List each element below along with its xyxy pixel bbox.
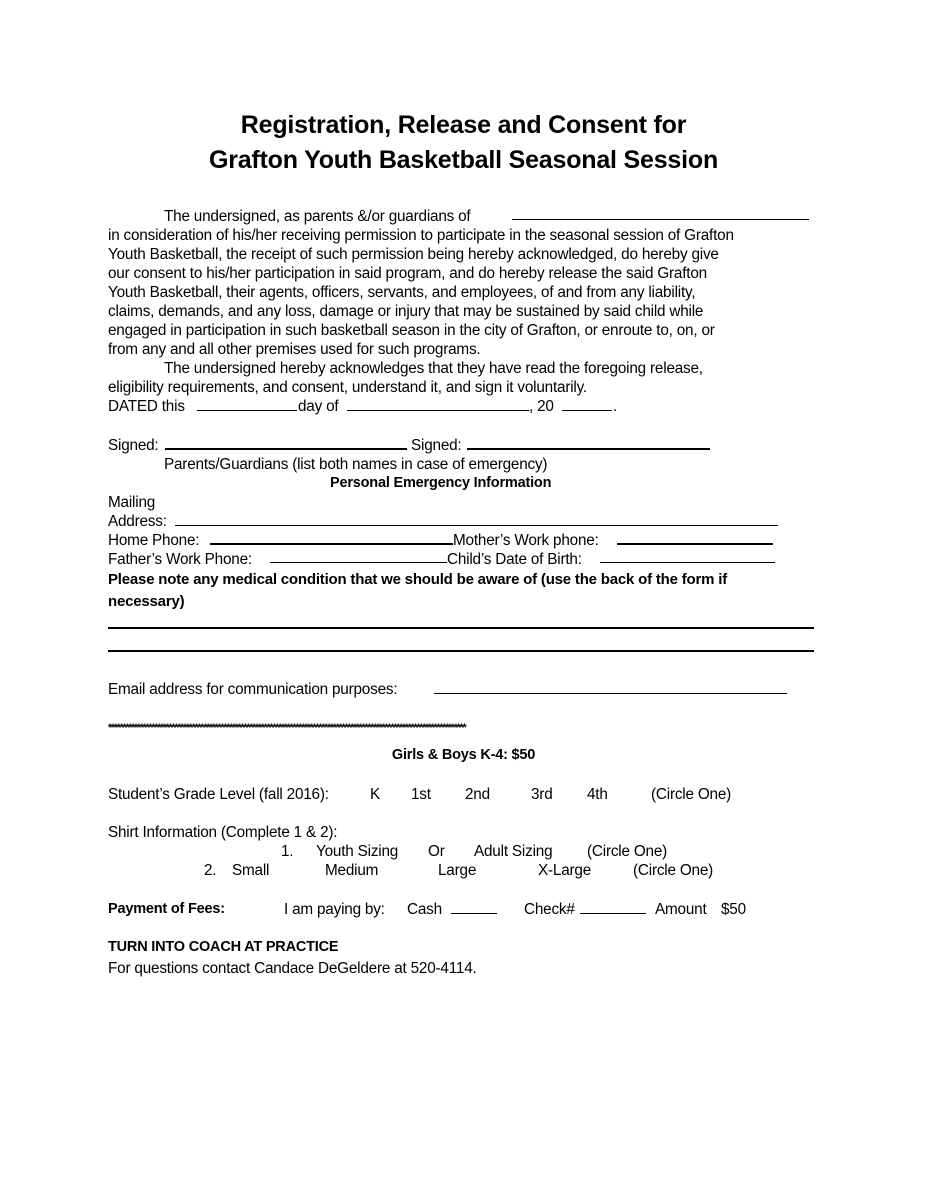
dated-year-field[interactable] <box>562 410 612 411</box>
release-text-line: in consideration of his/her receiving permission to participate in the seasonal session of Grafton <box>108 227 734 244</box>
release-text-line: The undersigned, as parents &/or guardians of <box>164 208 471 225</box>
grade-option-1st[interactable]: 1st <box>411 786 431 803</box>
shirt-item-2-number: 2. <box>204 862 217 879</box>
mother-work-phone-label: Mother’s Work phone: <box>453 532 599 549</box>
grade-option-2nd[interactable]: 2nd <box>465 786 490 803</box>
medical-condition-field-1[interactable] <box>108 627 814 629</box>
dated-label: DATED this <box>108 398 185 415</box>
address-field[interactable] <box>175 525 778 526</box>
release-text-line: Youth Basketball, the receipt of such permission being hereby acknowledged, do hereby give <box>108 246 719 263</box>
signature-field-1[interactable] <box>165 448 407 450</box>
shirt-option-or: Or <box>428 843 445 860</box>
medical-label-cont: necessary) <box>108 593 185 610</box>
child-dob-label: Child’s Date of Birth: <box>447 551 582 568</box>
grade-option-3rd[interactable]: 3rd <box>531 786 553 803</box>
release-text-line: our consent to his/her participation in said program, and do hereby release the said Grafton <box>108 265 707 282</box>
address-label: Address: <box>108 513 167 530</box>
mailing-label: Mailing <box>108 494 156 511</box>
dated-month-field[interactable] <box>347 410 529 411</box>
medical-condition-field-2[interactable] <box>108 650 814 652</box>
release-text-line: Youth Basketball, their agents, officers, servants, and employees, of and from any liability, <box>108 284 696 301</box>
cash-label: Cash <box>407 901 442 918</box>
size-option-small[interactable]: Small <box>232 862 270 879</box>
dated-day-field[interactable] <box>197 410 297 411</box>
shirt-item-1-number: 1. <box>281 843 294 860</box>
grade-option-4th[interactable]: 4th <box>587 786 608 803</box>
signature-note: Parents/Guardians (list both names in case of emergency) <box>164 456 548 473</box>
size-option-xlarge[interactable]: X-Large <box>538 862 592 879</box>
medical-label: Please note any medical condition that we should be aware of (use the back of the form if <box>108 571 727 588</box>
acknowledgement-text-line: eligibility requirements, and consent, understand it, and sign it voluntarily. <box>108 379 587 396</box>
check-label: Check# <box>524 901 575 918</box>
release-text-line: from any and all other premises used for such programs. <box>108 341 481 358</box>
asterisk-divider: **************************************************************************************************************************** <box>108 722 466 734</box>
form-title-line-2: Grafton Youth Basketball Seasonal Session <box>208 146 719 174</box>
shirt-option-adult[interactable]: Adult Sizing <box>474 843 553 860</box>
amount-value: $50 <box>721 901 746 918</box>
signed-label-1: Signed: <box>108 437 159 454</box>
shirt-2-circle-note: (Circle One) <box>633 862 714 879</box>
release-text-line: engaged in participation in such basketball season in the city of Grafton, or enroute to, on, or <box>108 322 715 339</box>
day-of-label: day of <box>298 398 339 415</box>
shirt-1-circle-note: (Circle One) <box>587 843 668 860</box>
release-text-line: claims, demands, and any loss, damage or injury that may be sustained by said child while <box>108 303 704 320</box>
cash-field[interactable] <box>451 913 497 914</box>
emergency-heading: Personal Emergency Information <box>330 475 552 491</box>
child-dob-field[interactable] <box>600 562 775 563</box>
shirt-option-youth[interactable]: Youth Sizing <box>316 843 399 860</box>
dated-period: . <box>613 398 618 415</box>
check-number-field[interactable] <box>580 913 646 914</box>
grade-level-label: Student’s Grade Level (fall 2016): <box>108 786 329 803</box>
home-phone-field[interactable] <box>210 543 453 545</box>
size-option-large[interactable]: Large <box>438 862 477 879</box>
email-label: Email address for communication purposes: <box>108 681 398 698</box>
grade-circle-note: (Circle One) <box>651 786 732 803</box>
signed-label-2: Signed: <box>411 437 462 454</box>
home-phone-label: Home Phone: <box>108 532 200 549</box>
acknowledgement-text-line: The undersigned hereby acknowledges that they have read the foregoing release, <box>164 360 703 377</box>
paying-by-label: I am paying by: <box>284 901 385 918</box>
mother-work-phone-field[interactable] <box>617 543 773 545</box>
signature-field-2[interactable] <box>467 448 710 450</box>
form-title-line-1: Registration, Release and Consent for <box>240 111 687 139</box>
turn-in-instruction: TURN INTO COACH AT PRACTICE <box>108 939 339 955</box>
grade-option-k[interactable]: K <box>370 786 381 803</box>
amount-label: Amount <box>655 901 707 918</box>
shirt-info-label: Shirt Information (Complete 1 & 2): <box>108 824 338 841</box>
child-name-field[interactable] <box>512 219 809 220</box>
year-prefix-label: , 20 <box>529 398 554 415</box>
program-heading: Girls & Boys K-4: $50 <box>391 747 536 763</box>
father-work-phone-field[interactable] <box>270 562 447 563</box>
email-field[interactable] <box>434 693 787 694</box>
size-option-medium[interactable]: Medium <box>325 862 379 879</box>
father-work-phone-label: Father’s Work Phone: <box>108 551 252 568</box>
payment-label: Payment of Fees: <box>108 901 225 917</box>
contact-info: For questions contact Candace DeGeldere at 520-4114. <box>108 960 477 977</box>
